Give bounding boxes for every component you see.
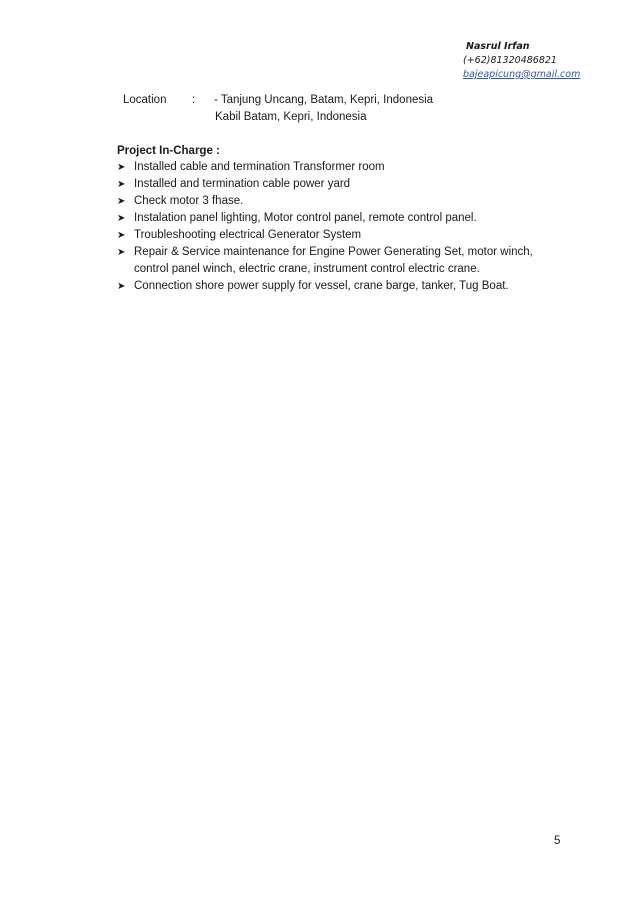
list-item-text: Installed cable and termination Transformer room (134, 161, 385, 173)
list-item-text: Instalation panel lighting, Motor control panel, remote control panel. (134, 212, 477, 224)
list-item-text: Troubleshooting electrical Generator System (134, 229, 362, 241)
arrowhead-bullet-icon: ➤ (117, 281, 126, 292)
contact-header (463, 40, 580, 82)
list-item (117, 227, 562, 244)
project-task-list (117, 159, 562, 295)
page-number: 5 (554, 835, 561, 847)
list-item (117, 210, 562, 227)
location-separator: : (192, 94, 196, 106)
list-item (117, 159, 562, 176)
list-item-text: Repair & Service maintenance for Engine Power Generating Set, motor winch, control panel winch, electric crane, instrument control electric crane. (134, 246, 533, 275)
project-heading: Project In-Charge : (117, 145, 220, 157)
contact-name: Nasrul Irfan (466, 41, 530, 52)
location-line-1: - Tanjung Uncang, Batam, Kepri, Indonesia (214, 94, 434, 106)
arrowhead-bullet-icon: ➤ (117, 179, 126, 190)
list-item (117, 278, 562, 295)
contact-email-link[interactable]: bajeapicung@gmail.com (463, 69, 581, 80)
arrowhead-bullet-icon: ➤ (117, 213, 126, 224)
contact-phone: (+62)81320486821 (463, 55, 557, 66)
list-item-text: Check motor 3 fhase. (134, 195, 244, 207)
arrowhead-bullet-icon: ➤ (117, 247, 126, 258)
list-item-text: Installed and termination cable power yard (134, 178, 351, 190)
list-item-text: Connection shore power supply for vessel, crane barge, tanker, Tug Boat. (134, 280, 509, 292)
location-label: Location (123, 94, 167, 106)
arrowhead-bullet-icon: ➤ (117, 196, 126, 207)
list-item (117, 176, 562, 193)
list-item (117, 193, 562, 210)
location-line-2: Kabil Batam, Kepri, Indonesia (215, 111, 367, 123)
arrowhead-bullet-icon: ➤ (117, 162, 126, 173)
arrowhead-bullet-icon: ➤ (117, 230, 126, 241)
list-item (117, 244, 562, 278)
